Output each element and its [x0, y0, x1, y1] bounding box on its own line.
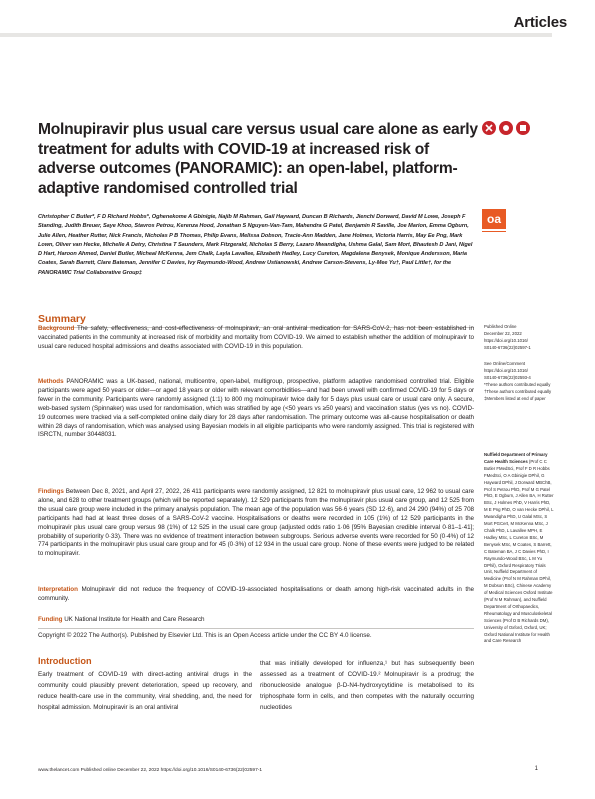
abstract-interpretation: [38, 586, 474, 604]
funding-heading: Funding: [38, 616, 63, 623]
abstract-funding: [38, 616, 474, 625]
copyright-rule: [38, 628, 474, 629]
see-comment-info: [484, 361, 554, 402]
methods-heading: Methods: [38, 378, 64, 385]
published-online-label: Published Online: [484, 324, 517, 329]
findings-text: Between Dec 8, 2021, and April 27, 2022, 26 411 participants were randomly assigned, 12 821 to molnupiravir plus usual care, 12 962 to usual care alone, and 628 to other treatment groups (which will be reported separately). 12 529 participants from the molnupiravir plus usual care group, and 12 525 from the usual care group were included in the primary analysis population. The mean age of the population was 56·6 years (SD 12·6), and 24 290 (94%) of 25 708 participants had had at least three doses of a SARS-CoV-2 vaccine. Hospitalisations or deaths were recorded in 105 (1%) of 12 529 participants in the molnupiravir plus usual care group versus 98 (1%) of 12 525 in the usual care group (adjusted odds ratio 1·06 [95% Bayesian credible interval 0·81–1·41]; probability of superiority 0·33). There was no evidence of treatment interaction between subgroups. Serious adverse events were recorded for 50 (0·4%) of 12 774 participants in the molnupiravir plus usual care group and for 45 (0·3%) of 12 934 in the usual care group. None of these events were judged to be related to molnupiravir.: [38, 488, 474, 558]
findings-heading: Findings: [38, 488, 64, 495]
page-footer: www.thelancet.com Published online December 22, 2022 https://doi.org/10.1016/S0140-6736(22)02597-1: [38, 768, 263, 773]
background-heading: Background: [38, 325, 75, 332]
publication-info: [484, 324, 554, 352]
header-rule: [0, 33, 552, 37]
comment-doi-2[interactable]: S0140-6736(22)02593-4: [484, 374, 531, 380]
affiliations: [484, 452, 554, 645]
article-title: Molnupiravir plus usual care versus usual care alone as early treatment for adults with COVID-19 at increased risk of adverse outcomes (PANORAMIC): an open-label, platform-adaptive randomised controlled trial: [38, 121, 478, 197]
abstract-methods: [38, 378, 474, 440]
see-comment-label: See Online/Comment: [484, 361, 526, 366]
affiliations-heading: Nuffield Department of Primary Care Health Sciences: [484, 452, 548, 464]
background-text: The safety, effectiveness, and cost-effectiveness of molnupiravir, an oral antiviral medication for SARS-CoV-2, has not been established in vaccinated patients in the community at increased risk of morbidity and mortality from COVID-19. We aimed to establish whether the addition of molnupiravir to usual care reduced hospital admissions and deaths associated with COVID-19 in this population.: [38, 325, 474, 350]
section-label: Articles: [513, 14, 567, 31]
introduction-column-right: that was initially developed for influenza,¹ but has subsequently been assessed as a treatment of COVID-19.² Molnupiravir is a prodrug; the ribonucleoside analogue β-D-N4-hydroxycytidine is metabolised to its triphosphate form in cells, and then competes with the naturally occurring nucleotides: [260, 660, 474, 711]
doi-line-1[interactable]: https://doi.org/10.1016/: [484, 337, 528, 343]
page-number: 1: [534, 766, 538, 772]
open-access-badge: oa: [482, 209, 506, 229]
author-notes: *These authors contributed equally †These authors contributed equally ‡Members listed at end of paper: [484, 381, 552, 401]
open-access-rule: [482, 231, 506, 232]
funding-text: UK National Institute for Health and Care Research: [64, 616, 205, 623]
interpretation-heading: Interpretation: [38, 586, 78, 593]
author-list: Christopher C Butler*, F D Richard Hobbs*, Oghenekome A Gbinigie, Najib M Rahman, Gail Hayward, Duncan B Richards, Jienchi Dorward, David M Lowe, Joseph F Standing, Judith Breuer, Saye Khoo, Stavros Petrou, Kerenza Hood, Jonathan S Nguyen-Van-Tam, Mahendra G Patel, Benjamin R Saville, Joe Marion, Emma Ogburn, Julie Allen, Heather Rutter, Nick Francis, Nicholas P B Thomas, Philip Evans, Melissa Dobson, Tracie-Ann Madden, Jane Holmes, Victoria Harris, May Ee Png, Mark Lown, Oliver van Hecke, Michelle A Detry, Christina T Saunders, Mark Fitzgerald, Nicholas S Berry, Lazaro Mwandigha, Ushma Galal, Sam Mort, Bhautesh D Jani, Nigel D Hart, Haroon Ahmed, Daniel Butler, Micheal McKenna, Jem Chalk, Layla Lavallee, Elizabeth Hadley, Lucy Cureton, Magdalena Benysek, Monique Andersson, Maria Coates, Sarah Barrett, Clare Bateman, Jennifer C Davies, Ivy Raymundo-Wood, Andrew Ustianowski, Andrew Carson-Stevens, Ly-Mee Yu†, Paul Little†, for the PANORAMIC Trial Collaborative Group‡: [38, 214, 473, 276]
copyright-text: Copyright © 2022 The Author(s). Published by Elsevier Ltd. This is an Open Access article under the CC BY 4.0 license.: [38, 632, 372, 639]
abstract-background: [38, 325, 474, 352]
published-date: December 22, 2022: [484, 330, 522, 336]
affiliations-text: (Prof C C Butler FMedSci, Prof F D R Hobbs FMedSci, O A Gbinigie DPhil, G Hayward DPhil, J Dorward MBChB, Prof S Petrou PhD, Prof M G Patel PhD, E Ogburn, J Allen BA, H Rutter BSc, J Holmes PhD, V Harris PhD, M E Png PhD, O van Hecke DPhil, L Mwandigha PhD, U Galal MSc, S Mort PGCert, M McKenna MSc, J Chalk PhD, L Lavallee MPH, E Hadley MSc, L Cureton BSc, M Benysek MSc, M Coates, S Barrett, C Bateman BA, J C Davies PhD, I Raymundo-Wood BSc, L M Yu DPhil), Oxford Respiratory Trials Unit, Nuffield Department of Medicine (Prof N M Rahman DPhil, M Dobson BSc), Chinese Academy of Medical Sciences Oxford Institute (Prof N M Rahman), and Nuffield Department of Orthopaedics, Rheumatology and Musculoskeletal Sciences (Prof D B Richards DM), University of Oxford, Oxford, UK; Oxford National Institute for Health and Care Research: [484, 458, 554, 644]
doi-line-2[interactable]: S0140-6736(22)02597-1: [484, 344, 531, 350]
interpretation-text: Molnupiravir did not reduce the frequency of COVID-19-associated hospitalisations or death among high-risk vaccinated adults in the community.: [38, 586, 474, 602]
introduction-heading: Introduction: [38, 656, 92, 666]
comment-doi-1[interactable]: https://doi.org/10.1016/: [484, 367, 528, 373]
summary-heading: Summary: [38, 313, 86, 325]
abstract-findings: [38, 488, 474, 559]
methods-text: PANORAMIC was a UK-based, national, multicentre, open-label, multigroup, prospective, platform adaptive randomised controlled trial. Eligible participants were aged 50 years or older—or aged 18 years or older with relevant comorbidities—and had been unwell with confirmed COVID-19 for 5 days or fewer in the community. Participants were randomly assigned (1:1) to 800 mg molnupiravir twice daily for 5 days plus usual care or usual care only. A secure, web-based system (Spinnaker) was used for randomisation, which was stratified by age (<50 years vs ≥50 years) and vaccination status (yes vs no). COVID-19 outcomes were tracked via a self-completed online daily diary for 28 days after randomisation. The primary outcome was all-cause hospitalisation or death within 28 days of randomisation, which was analysed using Bayesian models in all eligible participants who were randomly assigned. This trial is registered with ISRCTN, number 30448031.: [38, 378, 474, 439]
crossmark-icon[interactable]: [480, 118, 540, 138]
introduction-column-left: Early treatment of COVID-19 with direct-acting antiviral drugs in the community could plausibly prevent deterioration, speed up recovery, and reduce health-care use in the community, viral shedding, and, the need for hospital admission. Molnupiravir is an oral antiviral: [38, 671, 252, 711]
